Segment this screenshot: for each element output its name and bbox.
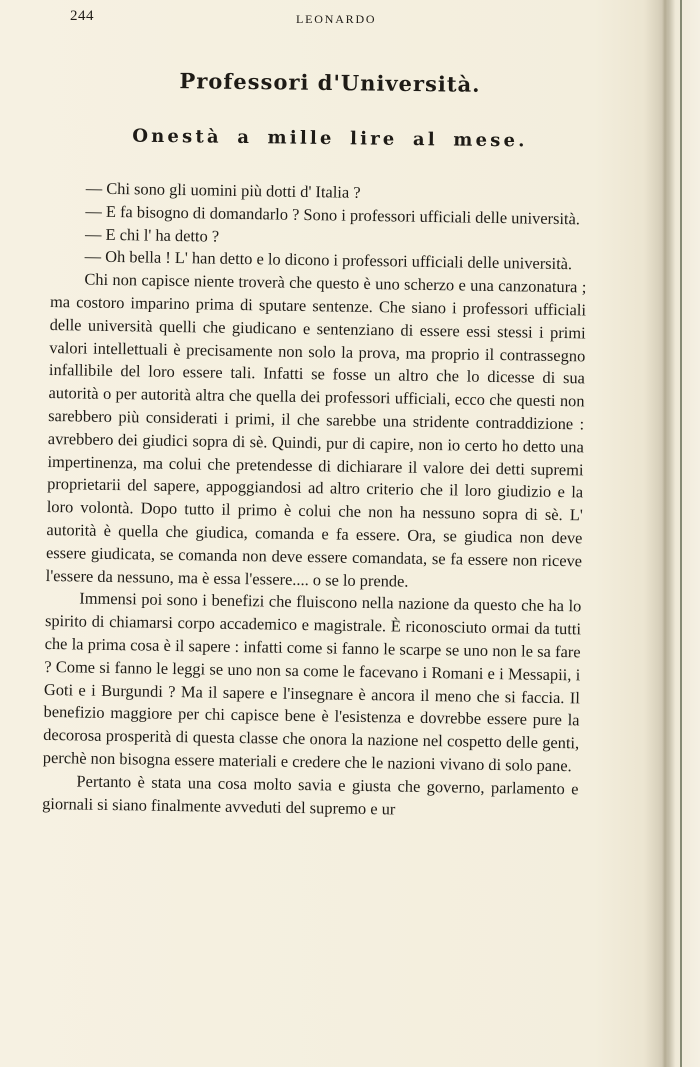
paragraph: Immensi poi sono i benefizi che fluiscono nella nazione da questo che ha lo spirito di chiamarsi corpo accademico e magistrale. È riconosciuto ormai da tutti che la prima cosa è il sapere : infatti come si fanno le scarpe se uno non le sa fare ? Come si fanno le leggi se uno non sa come le facevano i Romani e i Messapii, i Goti e i Burgundi ? Ma il sapere e l'insegnare è ancora il meno che si faccia. Il benefizio maggiore per chi capisce bene è l'esistenza e dovrebbe essere pure la decorosa prosperità di questa classe che onora la nazione nel cospetto delle genti, perchè non bisogna essere materiali e credere che le nazioni vivano di solo pane. — [42, 588, 582, 776]
article-body — [42, 177, 588, 824]
paragraph: — Chi sono gli uomini più dotti d' Italia ? — [85, 178, 361, 202]
paragraph: Chi non capisce niente troverà che questo è uno scherzo e una canzonatura ; ma costoro imparino prima di sputare sentenze. Che siano i professori ufficiali delle università quelli che giudicano e sentenziano di essere essi stessi i primi valori intellettuali è precisamente non solo la prova, ma proprio il contrassegno infallibile del loro essere tali. Infatti se fosse un altro che lo dicesse di sua autorità o per autorità altra che quella dei professori ufficiali, ecco che questi non sarebbero più considerati i primi, il che sarebbe una stridente contraddizione : avrebbero dei giudici sopra di sè. Quindi, pur di capire, non io certo ho detto una impertinenza, ma colui che pretendesse di dichiarare il valore dei detti supremi proprietarii del sapere, appoggiandosi ad altro criterio che il loro giudizio e la loro volontà. Dopo tutto il primo è colui che non ha nessuno sopra di sè. L' autorità è quella che giudica, comanda e fa essere. Ora, se giudica non deve essere giudicata, se comanda non deve essere comandata, se fa essere non riceve l'essere da nessuno, ma è essa l'essere.... o se lo prende. — [45, 269, 587, 591]
article-subtitle: Onestà a mille lire al mese. — [132, 125, 528, 152]
page-edge-line — [680, 0, 682, 1067]
page-header — [0, 8, 700, 32]
page-number: 244 — [70, 8, 94, 24]
page-fold-shadow — [662, 0, 668, 1067]
paragraph: — E chi l' ha detto ? — [84, 224, 220, 246]
paragraph: Pertanto è stata una cosa molto savia e giusta che governo, parlamento e giornali si siano finalmente avveduti del supremo e ur — [42, 771, 579, 818]
paragraph: — E fa bisogno di domandarlo ? Sono i professori ufficiali delle università. — [85, 201, 581, 229]
article-title: Professori d'Università. — [179, 68, 481, 97]
paragraph: — Oh bella ! L' han detto e lo dicono i professori ufficiali delle università. — [84, 246, 573, 274]
running-head: LEONARDO — [296, 12, 377, 26]
